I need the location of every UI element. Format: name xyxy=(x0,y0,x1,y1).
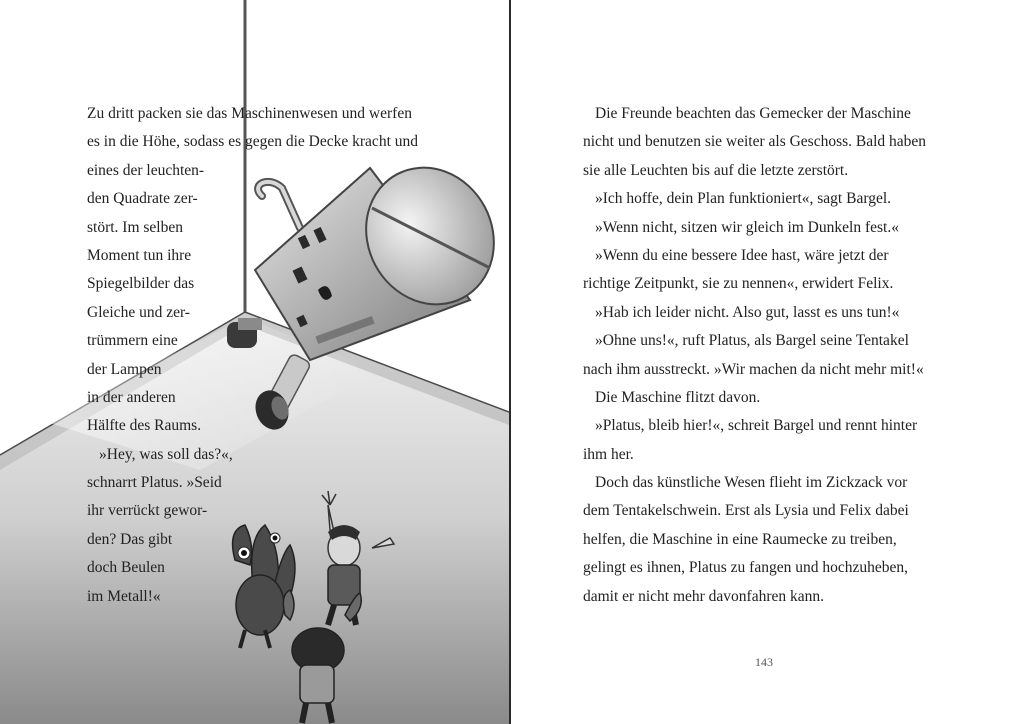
text-line: Die Maschine flitzt davon. xyxy=(595,388,761,406)
text-line: nach ihm ausstreckt. »Wir machen da nicht mehr mit!« xyxy=(583,360,924,378)
text-line: »Platus, bleib hier!«, schreit Bargel und rennt hinter xyxy=(595,417,918,435)
text-line: »Wenn du eine bessere Idee hast, wäre jetzt der xyxy=(595,246,889,264)
text-line: »Hey, was soll das?«, xyxy=(99,445,233,463)
text-line: »Hab ich leider nicht. Also gut, lasst es uns tun!« xyxy=(595,303,900,321)
text-line: helfen, die Maschine in eine Raumecke zu treiben, xyxy=(583,530,897,548)
text-line: »Wenn nicht, sitzen wir gleich im Dunkeln fest.« xyxy=(595,218,899,236)
text-line: eines der leuchten- xyxy=(87,161,205,179)
text-line: Zu dritt packen sie das Maschinenwesen und werfen xyxy=(87,105,412,122)
text-line: schnarrt Platus. »Seid xyxy=(87,474,222,492)
text-line: Hälfte des Raums. xyxy=(87,417,202,435)
text-line: ihm her. xyxy=(583,445,634,463)
text-line: gelingt es ihnen, Platus zu fangen und hochzuheben, xyxy=(583,559,908,577)
text-line: es in die Höhe, sodass es gegen die Decke kracht und xyxy=(87,133,418,151)
text-line: richtige Zeitpunkt, sie zu nennen«, erwidert Felix. xyxy=(583,275,894,293)
right-page-text xyxy=(583,100,973,611)
text-line: doch Beulen xyxy=(87,559,165,577)
text-line: Doch das künstliche Wesen flieht im Zickzack vor xyxy=(595,474,908,492)
text-line: trümmern eine xyxy=(87,332,178,350)
left-page xyxy=(0,0,509,724)
text-line: Die Freunde beachten das Gemecker der Maschine xyxy=(595,105,911,122)
page-number: 143 xyxy=(755,655,773,669)
text-line: damit er nicht mehr davonfahren kann. xyxy=(583,587,825,605)
text-line: sie alle Leuchten bis auf die letzte zerstört. xyxy=(583,161,849,179)
text-line: im Metall!« xyxy=(87,587,161,605)
text-line: in der anderen xyxy=(87,388,176,406)
text-line: dem Tentakelschwein. Erst als Lysia und Felix dabei xyxy=(583,502,909,520)
text-line: »Ohne uns!«, ruft Platus, als Bargel seine Tentakel xyxy=(595,332,909,350)
text-line: Spiegelbilder das xyxy=(87,275,195,293)
text-line: Moment tun ihre xyxy=(87,246,192,264)
text-line: stört. Im selben xyxy=(87,218,183,236)
text-line: nicht und benutzen sie weiter als Geschoss. Bald haben xyxy=(583,133,927,151)
text-line: der Lampen xyxy=(87,360,162,378)
text-line: den? Das gibt xyxy=(87,530,173,548)
text-line: ihr verrückt gewor- xyxy=(87,502,208,520)
text-line: den Quadrate zer- xyxy=(87,190,198,208)
text-line: Gleiche und zer- xyxy=(87,303,190,321)
left-page-text xyxy=(87,100,457,611)
text-line: »Ich hoffe, dein Plan funktioniert«, sagt Bargel. xyxy=(595,190,892,208)
